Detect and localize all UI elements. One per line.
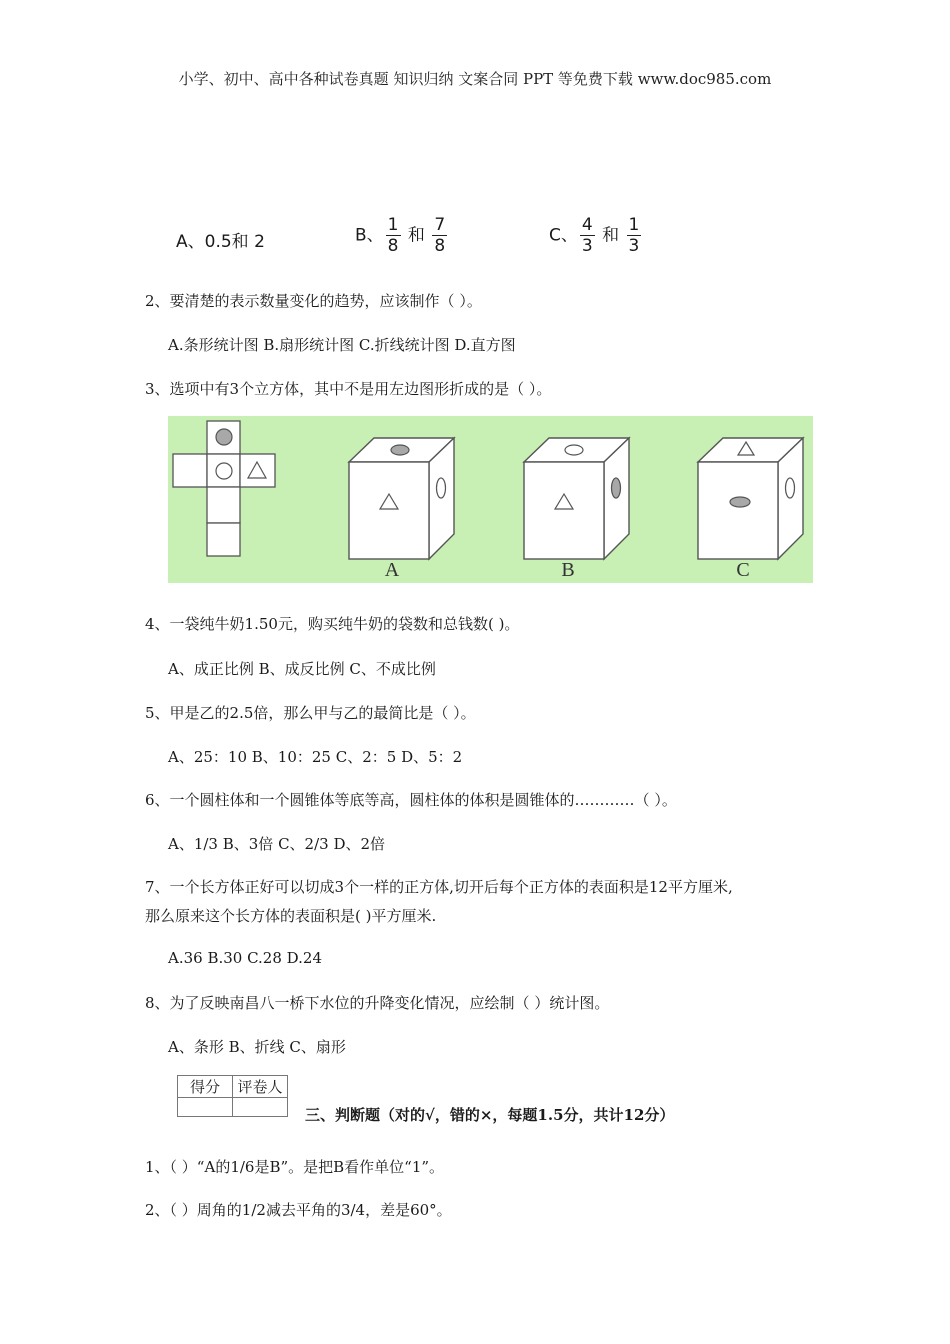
question-4-options: A、成正比例 B、成反比例 C、不成比例 <box>168 660 436 678</box>
question-8-options: A、条形 B、折线 C、扇形 <box>168 1038 346 1056</box>
q1-option-c <box>549 215 643 256</box>
numerator: 7 <box>434 215 446 235</box>
question-2-stem: 2、要清楚的表示数量变化的趋势，应该制作（ ）。 <box>145 292 482 310</box>
cube-label-b: B <box>561 559 575 581</box>
section-3-title: 三、判断题（对的√，错的×，每题1.5分，共计12分） <box>305 1106 675 1124</box>
question-7-options: A.36 B.30 C.28 D.24 <box>168 949 323 967</box>
question-6-stem: 6、一个圆柱体和一个圆锥体等底等高，圆柱体的体积是圆锥体的…………（ ）。 <box>145 791 677 809</box>
question-6-options: A、1/3 B、3倍 C、2/3 D、2倍 <box>168 835 386 853</box>
fraction <box>627 215 642 256</box>
denominator: 3 <box>581 236 593 256</box>
and-text: 和 <box>602 225 620 246</box>
question-2-options: A.条形统计图 B.扇形统计图 C.折线统计图 D.直方图 <box>168 336 516 354</box>
grader-header: 评卷人 <box>233 1076 288 1098</box>
fraction <box>386 215 401 256</box>
cube-net-figure <box>168 416 813 583</box>
numerator: 1 <box>387 215 399 235</box>
grader-cell <box>233 1098 288 1117</box>
judgement-item-2: 2、（ ）周角的1/2减去平角的3/4，差是60°。 <box>145 1201 452 1219</box>
cube-figure-svg <box>168 416 813 583</box>
question-3-stem: 3、选项中有3个立方体，其中不是用左边图形折成的是（ ）。 <box>145 380 552 398</box>
and-text: 和 <box>407 225 425 246</box>
denominator: 3 <box>628 236 640 256</box>
q1-option-a: A、0.5和 2 <box>176 232 265 252</box>
fraction <box>432 215 447 256</box>
denominator: 8 <box>387 236 399 256</box>
numerator: 1 <box>628 215 640 235</box>
score-cell <box>178 1098 233 1117</box>
page-header: 小学、初中、高中各种试卷真题 知识归纳 文案合同 PPT 等免费下载 www.doc985.com <box>178 70 772 88</box>
score-header: 得分 <box>178 1076 233 1098</box>
score-table <box>177 1075 288 1117</box>
cube-label-c: C <box>736 559 750 581</box>
denominator: 8 <box>434 236 446 256</box>
judgement-item-1: 1、（ ）“A的1/6是B”。是把B看作单位“1”。 <box>145 1158 445 1176</box>
question-8-stem: 8、为了反映南昌八一桥下水位的升降变化情况，应绘制（ ）统计图。 <box>145 994 610 1012</box>
question-5-stem: 5、甲是乙的2.5倍，那么甲与乙的最简比是（ ）。 <box>145 704 476 722</box>
question-5-options: A、25：10 B、10：25 C、2：5 D、5：2 <box>168 748 463 766</box>
q1-option-c-prefix: C、 <box>549 225 578 246</box>
q1-option-b-prefix: B、 <box>355 225 384 246</box>
numerator: 4 <box>581 215 593 235</box>
fraction <box>580 215 595 256</box>
question-7-stem-line2: 那么原来这个长方体的表面积是( )平方厘米. <box>145 907 437 925</box>
question-7-stem: 7、一个长方体正好可以切成3个一样的正方体,切开后每个正方体的表面积是12平方厘米, <box>145 878 733 896</box>
cube-label-a: A <box>384 559 400 581</box>
q1-option-b <box>355 215 449 256</box>
question-4-stem: 4、一袋纯牛奶1.50元，购买纯牛奶的袋数和总钱数( )。 <box>145 615 520 633</box>
